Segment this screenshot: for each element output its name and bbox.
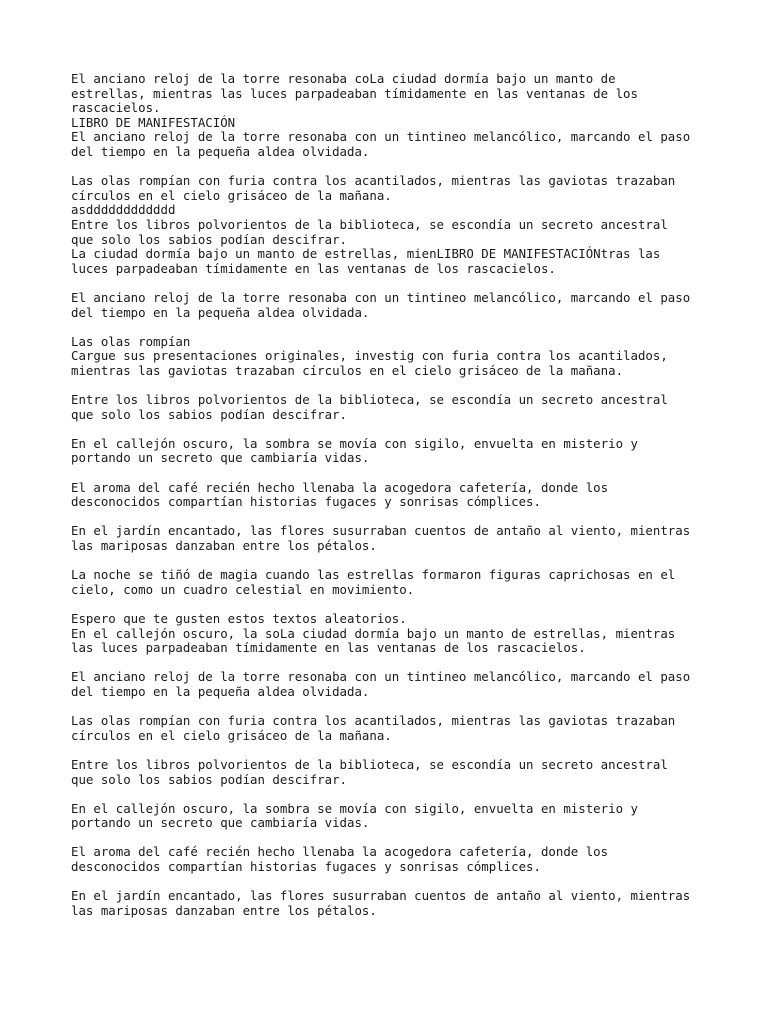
paragraph: En el callejón oscuro, la sombra se movía con sigilo, envuelta en misterio y portando un secreto que cambiaría vidas. [71, 435, 638, 466]
paragraph: El anciano reloj de la torre resonaba con un tintineo melancólico, marcando el paso del tiempo en la pequeña aldea olvidada. [71, 669, 691, 699]
document-page [71, 72, 731, 933]
paragraph: Entre los libros polvorientos de la biblioteca, se escondía un secreto ancestral que solo los sabios podían descifrar. [71, 756, 668, 787]
paragraph: En el jardín encantado, las flores susurraban cuentos de antaño al viento, mientras las mariposas danzaban entre los pétalos. [71, 523, 691, 553]
paragraph: Entre los libros polvorientos de la biblioteca, se escondía un secreto ancestral que solo los sabios podían descifrar. [71, 392, 668, 422]
paragraph: En el callejón oscuro, la sombra se movía con sigilo, envuelta en misterio y portando un secreto que cambiaría vidas. [71, 800, 638, 831]
paragraph: Las olas rompían con furia contra los acantilados, mientras las gaviotas trazaban círculos en el cielo grisáceo de la mañana. asdddddddddddd Entre los libros polvorientos de la biblioteca, se escondía un secreto ancestral que solo los sabios podían descifrar. La ciudad dormía bajo un manto de estrellas, mienLIBRO DE MANIFESTACIÓNtras las luces parpadeaban tímidamente en las ventanas de los rascacielos. [71, 173, 676, 276]
paragraph: Las olas rompían Cargue sus presentaciones originales, investig con furia contra los acantilados, mientras las gaviotas trazaban círculos en el cielo grisáceo de la mañana. [71, 333, 668, 378]
paragraph: El anciano reloj de la torre resonaba con un tintineo melancólico, marcando el paso del tiempo en la pequeña aldea olvidada. [71, 289, 691, 320]
paragraph: El anciano reloj de la torre resonaba coLa ciudad dormía bajo un manto de estrellas, mientras las luces parpadeaban tímidamente en las ventanas de los rascacielos. LIBRO DE MANIFESTACIÓN El anciano reloj de la torre resonaba con un tintineo melancólico, marcando el paso del tiempo en la pequeña aldea olvidada. [71, 71, 691, 159]
paragraph: Las olas rompían con furia contra los acantilados, mientras las gaviotas trazaban círculos en el cielo grisáceo de la mañana. [71, 713, 676, 743]
paragraph: El aroma del café recién hecho llenaba la acogedora cafetería, donde los desconocidos compartían historias fugaces y sonrisas cómplices. [71, 844, 609, 875]
paragraph: El aroma del café recién hecho llenaba la acogedora cafetería, donde los desconocidos compartían historias fugaces y sonrisas cómplices. [71, 479, 609, 510]
paragraph: La noche se tiñó de magia cuando las estrellas formaron figuras caprichosas en el cielo, como un cuadro celestial en movimiento. [71, 567, 676, 597]
paragraph: Espero que te gusten estos textos aleatorios. En el callejón oscuro, la soLa ciudad dormía bajo un manto de estrellas, mientras las luces parpadeaban tímidamente en las ventanas de los rascacielos. [71, 610, 676, 656]
paragraph: En el jardín encantado, las flores susurraban cuentos de antaño al viento, mientras las mariposas danzaban entre los pétalos. [71, 888, 691, 918]
